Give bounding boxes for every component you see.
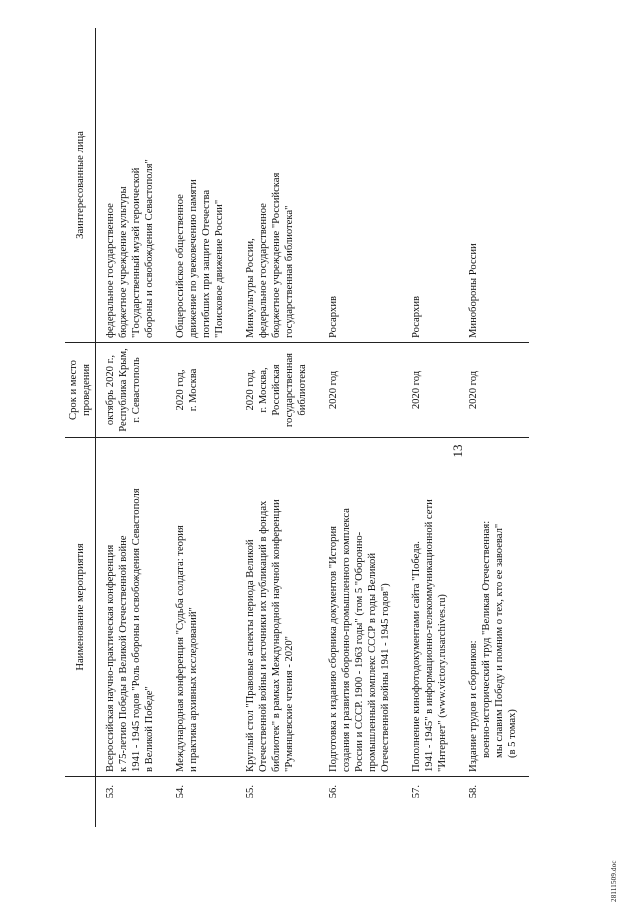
date-place-cell [459, 343, 529, 438]
event-name-line: Круглый стол "Правовые аспекты периода Великой [245, 539, 256, 772]
event-name-line: военно-исторический труд "Великая Отечественная: [481, 520, 492, 758]
date-place-line: 2020 год [468, 370, 479, 410]
event-name-line: Международная конференция "Судьба солдата: теория [175, 525, 186, 772]
date-place-line: государственная [284, 352, 295, 428]
event-name-line: к 75-летию Победы в Великой Отечественной войне [118, 535, 129, 772]
parties-line: Общероссийское общественное [175, 194, 186, 338]
parties-line: федеральное государственное [258, 203, 269, 338]
events-table [65, 28, 529, 827]
event-name-line: и практика архивных исследований" [188, 607, 199, 772]
parties-line: "Поисковое движение России" [214, 199, 225, 338]
parties-line: погибших при защите Отечества [201, 189, 212, 338]
row-number: 56. [328, 785, 339, 799]
parties-cell [236, 28, 319, 343]
event-name-line: в Великой Победе" [144, 686, 155, 772]
row-number: 57. [411, 785, 422, 799]
date-place-line: 2020 год, [245, 369, 256, 411]
table-row [319, 28, 402, 827]
event-name-line: Отечественной войны и источники их публикаций в фондах [258, 500, 269, 772]
event-name-line: "Румянцевские чтения - 2020" [284, 635, 295, 772]
row-number: 55. [245, 785, 256, 799]
parties-line: обороны и освобождения Севастополя" [144, 159, 155, 338]
date-place-line: библиотека [297, 364, 308, 416]
parties-line: движение по увековечению памяти [188, 179, 199, 338]
parties-line: Росархив [411, 296, 422, 338]
parties-line: бюджетное учреждение "Российская [271, 172, 282, 338]
date-place-cell [96, 343, 167, 438]
event-name-cell [459, 438, 529, 777]
date-place-cell [236, 343, 319, 438]
parties-line: Минкультуры России, [245, 238, 256, 338]
parties-line: "Государственный музей героической [131, 167, 142, 338]
event-name-line: "Интернет" (www.victory.rusarchives.ru) [437, 594, 448, 772]
event-name-line: Издание трудов и сборников: [468, 640, 479, 772]
event-name-line: промышленный комплекс СССР в годы Великой [367, 552, 378, 772]
event-name-line: библиотек" в рамках Международной научной конференции [271, 499, 282, 772]
table-row [236, 28, 319, 827]
parties-line: Минобороны России [468, 243, 479, 338]
table-body [96, 28, 530, 827]
header-parties: Заинтересованные лица [65, 28, 96, 343]
parties-cell [459, 28, 529, 343]
parties-cell [319, 28, 402, 343]
event-name-line: (в 5 томах) [507, 709, 518, 758]
event-name-cell [402, 438, 459, 777]
event-name-line: Подготовка к изданию сборника документов "История [328, 526, 339, 772]
event-name-line: Отечественной войны 1941 - 1945 годов") [380, 583, 391, 772]
event-name-line: 1941 - 1945" в информационно-телекоммуникационной сети [424, 499, 435, 772]
row-number: 58. [468, 785, 479, 799]
event-name-cell [319, 438, 402, 777]
header-date-line: проведения [81, 363, 92, 417]
table-header-row [65, 28, 96, 827]
table-row [402, 28, 459, 827]
date-place-cell [319, 343, 402, 438]
date-place-line: 2020 год [411, 370, 422, 410]
event-name-cell [166, 438, 236, 777]
date-place-line: г. Москва [188, 368, 199, 412]
parties-cell [402, 28, 459, 343]
parties-line: бюджетное учреждение культуры [118, 186, 129, 338]
parties-cell [166, 28, 236, 343]
header-name: Наименование мероприятия [65, 438, 96, 777]
row-number: 53. [105, 785, 116, 799]
date-place-line: 2020 год [328, 370, 339, 410]
parties-line: федеральное государственное [105, 203, 116, 338]
event-name-line: Пополнение кинофотодокументами сайта "Победа. [411, 541, 422, 772]
row-number: 54. [175, 785, 186, 799]
page-number: 13 [450, 444, 465, 458]
date-place-line: 2020 год, [175, 369, 186, 411]
parties-line: Росархив [328, 296, 339, 338]
date-place-line: Российская [271, 364, 282, 416]
date-place-line: октябрь 2020 г., [105, 354, 116, 426]
date-place-cell [166, 343, 236, 438]
date-place-line: г. Севастополь [131, 357, 142, 423]
date-place-cell [402, 343, 459, 438]
event-name-cell [96, 438, 167, 777]
event-name-line: создания и развития оборонно-промышленного комплекса [341, 508, 352, 772]
table-row [96, 28, 167, 827]
header-date-line: Срок и место [68, 360, 79, 420]
date-place-line: г. Москва, [258, 367, 269, 413]
table-row [459, 28, 529, 827]
event-name-line: Всероссийская научно-практическая конференция [105, 544, 116, 772]
event-name-cell [236, 438, 319, 777]
event-name-line: России и СССР. 1900 - 1963 годы" (том 5 "Оборонно- [354, 531, 365, 772]
date-place-line: Республика Крым, [118, 348, 129, 432]
event-name-line: 1941 - 1945 годов "Роль обороны и освобождения Севастополя [131, 488, 142, 772]
parties-cell [96, 28, 167, 343]
header-date-place [65, 343, 96, 438]
header-num [65, 777, 96, 828]
event-name-line: мы славим Победу и помним о тех, кто ее завоевал" [494, 523, 505, 758]
table-row [166, 28, 236, 827]
parties-line: государственная библиотека" [284, 205, 295, 338]
document-id: 28111509.doc [610, 860, 618, 902]
